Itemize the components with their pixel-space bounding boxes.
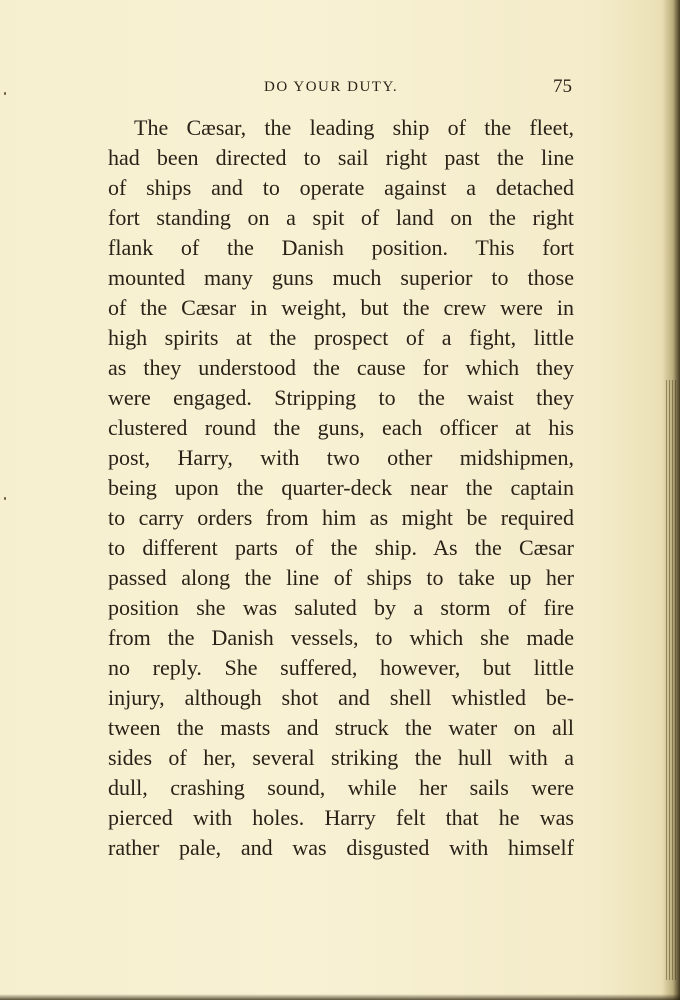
- text-line: of the Cæsar in weight, but the crew were in: [108, 295, 574, 320]
- text-line: post, Harry, with two other midshipmen,: [108, 445, 574, 470]
- text-line: to different parts of the ship. As the Cæsar: [108, 535, 574, 560]
- text-line: rather pale, and was disgusted with himself: [108, 835, 574, 860]
- text-line: position she was saluted by a storm of fire: [108, 595, 574, 620]
- text-line: as they understood the cause for which they: [108, 355, 574, 380]
- text-line: of ships and to operate against a detached: [108, 175, 574, 200]
- text-line: The Cæsar, the leading ship of the fleet,: [134, 115, 574, 140]
- text-line: had been directed to sail right past the line: [108, 145, 574, 170]
- text-line: no reply. She suffered, however, but little: [108, 655, 574, 680]
- text-line: pierced with holes. Harry felt that he was: [108, 805, 574, 830]
- running-head: DO YOUR DUTY.: [264, 79, 399, 95]
- text-line: being upon the quarter-deck near the captain: [108, 475, 574, 500]
- text-line: injury, although shot and shell whistled be-: [108, 685, 574, 710]
- text-line: sides of her, several striking the hull with a: [108, 745, 574, 770]
- page-header: [108, 78, 574, 100]
- text-line: passed along the line of ships to take up her: [108, 565, 574, 590]
- text-line: mounted many guns much superior to those: [108, 265, 574, 290]
- text-line: dull, crashing sound, while her sails were: [108, 775, 574, 800]
- page-number: 75: [553, 76, 572, 97]
- body-text: [108, 113, 574, 863]
- text-line: were engaged. Stripping to the waist they: [108, 385, 574, 410]
- text-line: to carry orders from him as might be required: [108, 505, 574, 530]
- text-line: fort standing on a spit of land on the right: [108, 205, 574, 230]
- text-line: tween the masts and struck the water on all: [108, 715, 574, 740]
- text-line: flank of the Danish position. This fort: [108, 235, 574, 260]
- page-edge-texture: [666, 380, 676, 980]
- paper-speck: [4, 497, 6, 500]
- page-bottom-shadow: [0, 994, 680, 1000]
- paper-speck: [4, 92, 6, 95]
- text-line: clustered round the guns, each officer at his: [108, 415, 574, 440]
- text-line: from the Danish vessels, to which she made: [108, 625, 574, 650]
- text-line: high spirits at the prospect of a fight, little: [108, 325, 574, 350]
